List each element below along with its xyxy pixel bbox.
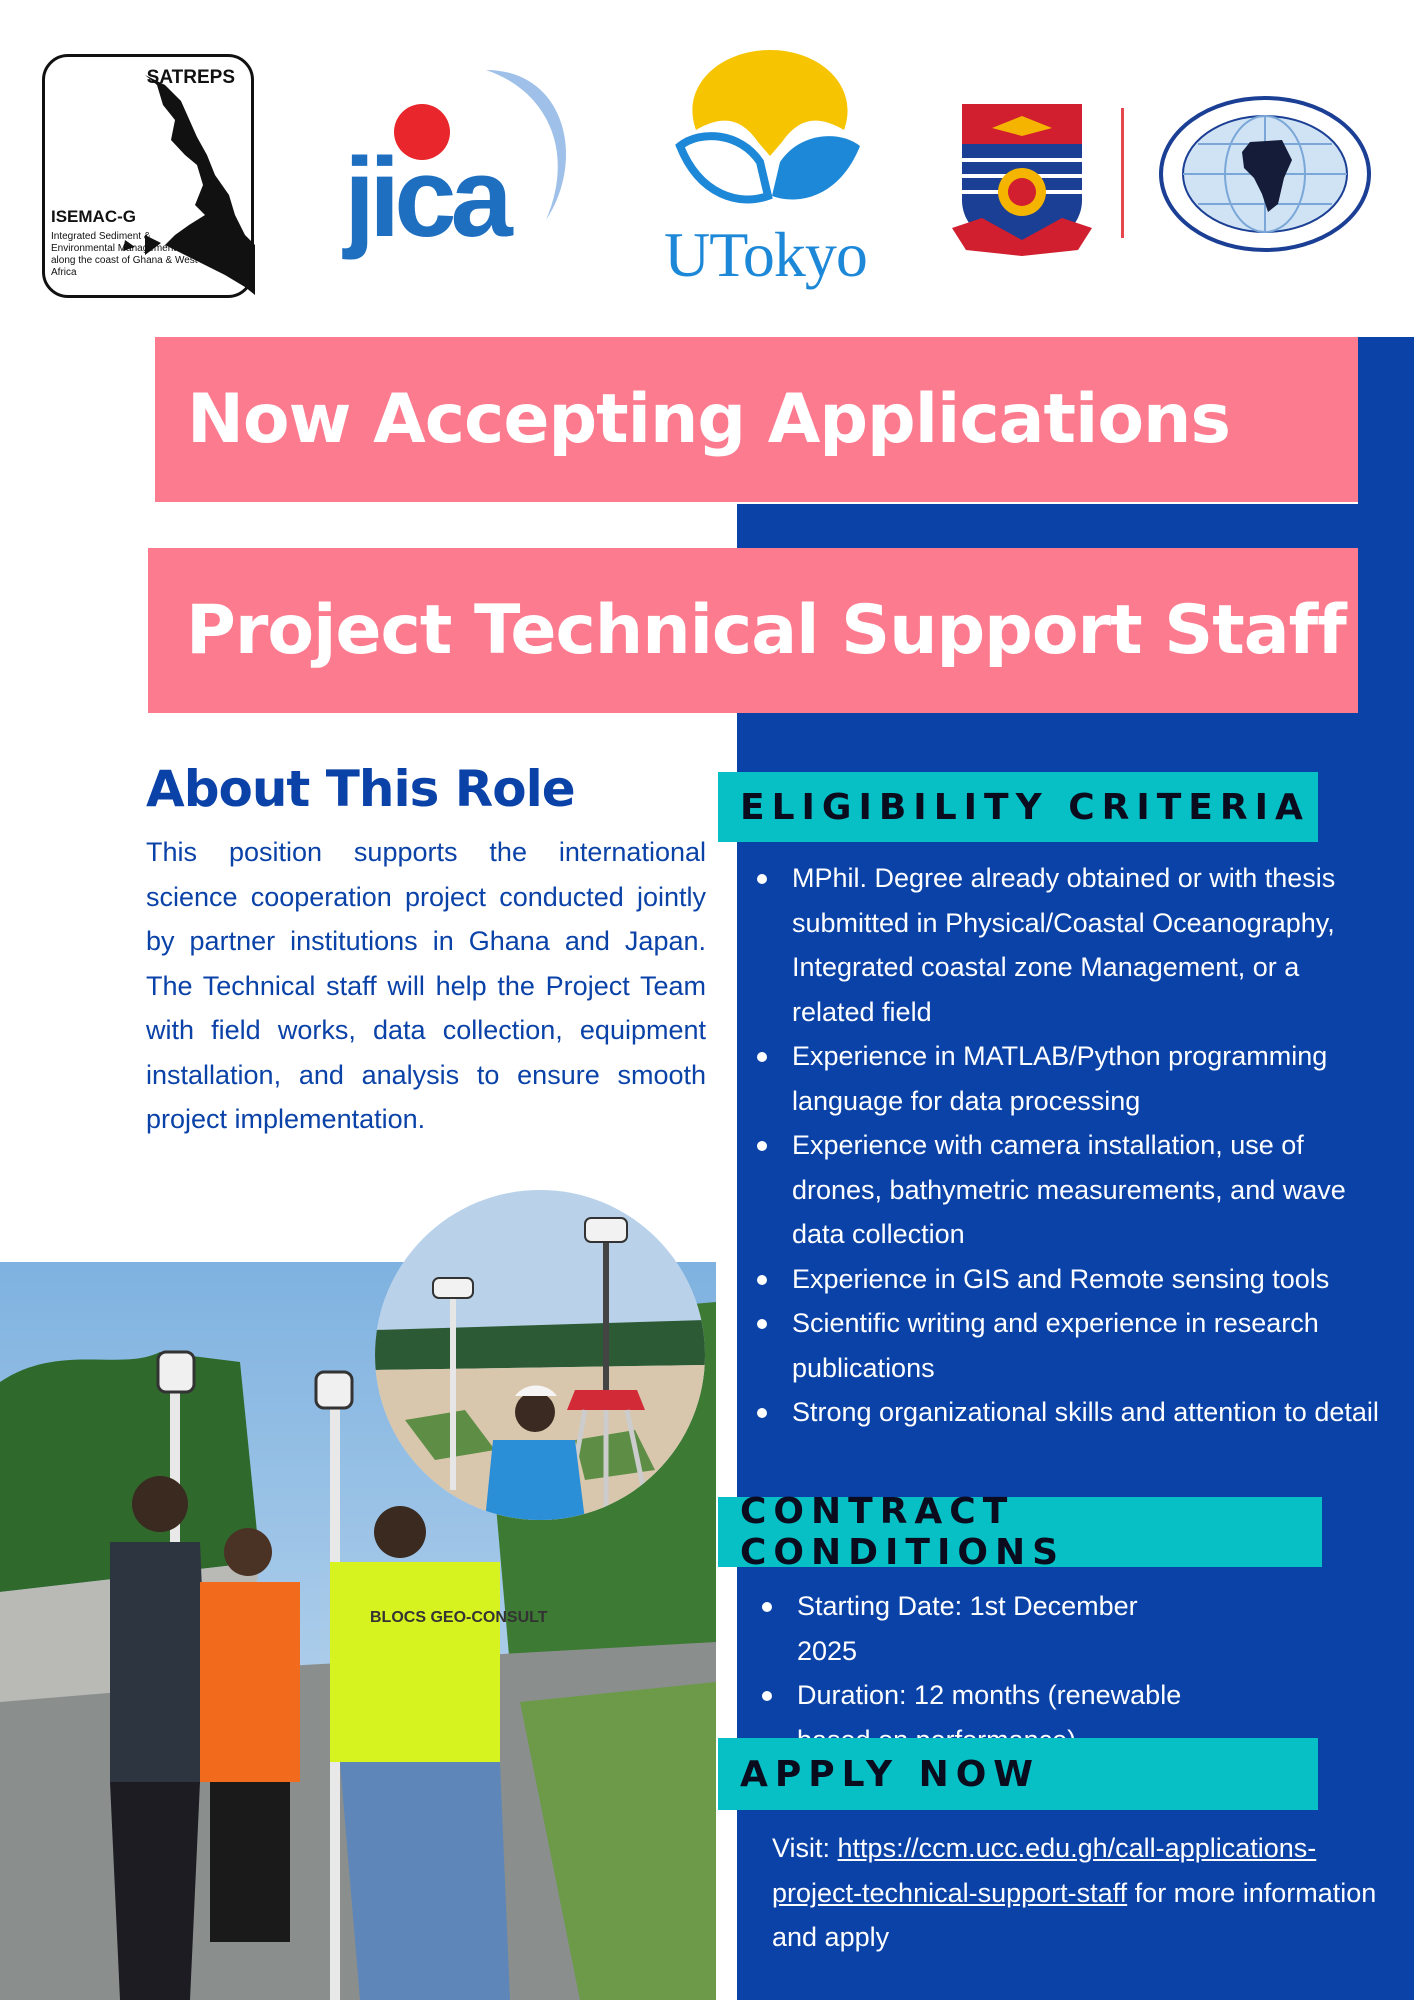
- ginkgo-leaf-icon: [660, 46, 880, 226]
- vest-text: BLOCS GEO-CONSULT: [370, 1609, 548, 1626]
- list-item: Experience in MATLAB/Python programming language for data processing: [755, 1034, 1385, 1123]
- isemac-name: ISEMAC-G: [51, 207, 136, 226]
- utokyo-wordmark: UTokyo: [664, 219, 867, 290]
- eligibility-list: [755, 856, 1385, 1435]
- ccm-logo: [1158, 94, 1372, 254]
- list-item: Duration: 12 months (renewable: [760, 1673, 1200, 1762]
- jica-wordmark: jica: [344, 135, 507, 260]
- list-item: Experience in GIS and Remote sensing tools: [755, 1257, 1385, 1302]
- isemac-description: Integrated Sediment & Environmental Management along the coast of Ghana & West Africa: [51, 231, 198, 278]
- list-item: Scientific writing and experience in research publications: [755, 1301, 1385, 1390]
- about-text: This position supports the international science cooperation project conducted jointly by partner institutions in Ghana and Japan. The Technical staff will help the Project Team with field works, data collection, equipment installation, and analysis to ensure smooth project implementation.: [146, 837, 706, 1134]
- apply-suffix: for more information and apply: [772, 1877, 1377, 1952]
- surveyor-circle-photo: [375, 1190, 705, 1520]
- globe-africa-icon: [1158, 94, 1372, 254]
- satreps-logo: [42, 54, 254, 298]
- contract-list: [760, 1584, 1200, 1762]
- apply-link[interactable]: https://ccm.ucc.edu.gh/call-applications-project-technical-support-staff: [772, 1833, 1317, 1908]
- satreps-title: SATREPS: [146, 67, 235, 88]
- ucc-crest-logo: [952, 100, 1102, 260]
- list-item: Strong organizational skills and attention to detail: [755, 1390, 1385, 1435]
- list-item: Experience with camera installation, use of drones, bathymetric measurements, and wave data collection: [755, 1123, 1385, 1257]
- position-banner: Project Technical Support Staff: [148, 548, 1358, 713]
- crest-shield-icon: [952, 100, 1102, 260]
- surveyor-photo-image: [375, 1190, 705, 1520]
- apply-text: [772, 1826, 1392, 1960]
- contract-header: CONTRACT CONDITIONS: [718, 1497, 1322, 1567]
- blue-accent-strip: [1358, 337, 1414, 504]
- list-item: MPhil. Degree already obtained or with thesis submitted in Physical/Coastal Oceanography, Integrated coastal zone Management, or a related field: [755, 856, 1385, 1034]
- apply-header: APPLY NOW: [718, 1738, 1318, 1810]
- logo-divider: [1121, 108, 1124, 238]
- headline-banner: Now Accepting Applications: [155, 337, 1358, 502]
- about-title: About This Role: [146, 760, 575, 818]
- jica-logo: [336, 60, 596, 280]
- eligibility-header: ELIGIBILITY CRITERIA: [718, 772, 1318, 842]
- apply-prefix: Visit:: [772, 1833, 838, 1863]
- utokyo-logo: [660, 46, 880, 290]
- list-item: Starting Date: 1st December 2025: [760, 1584, 1200, 1673]
